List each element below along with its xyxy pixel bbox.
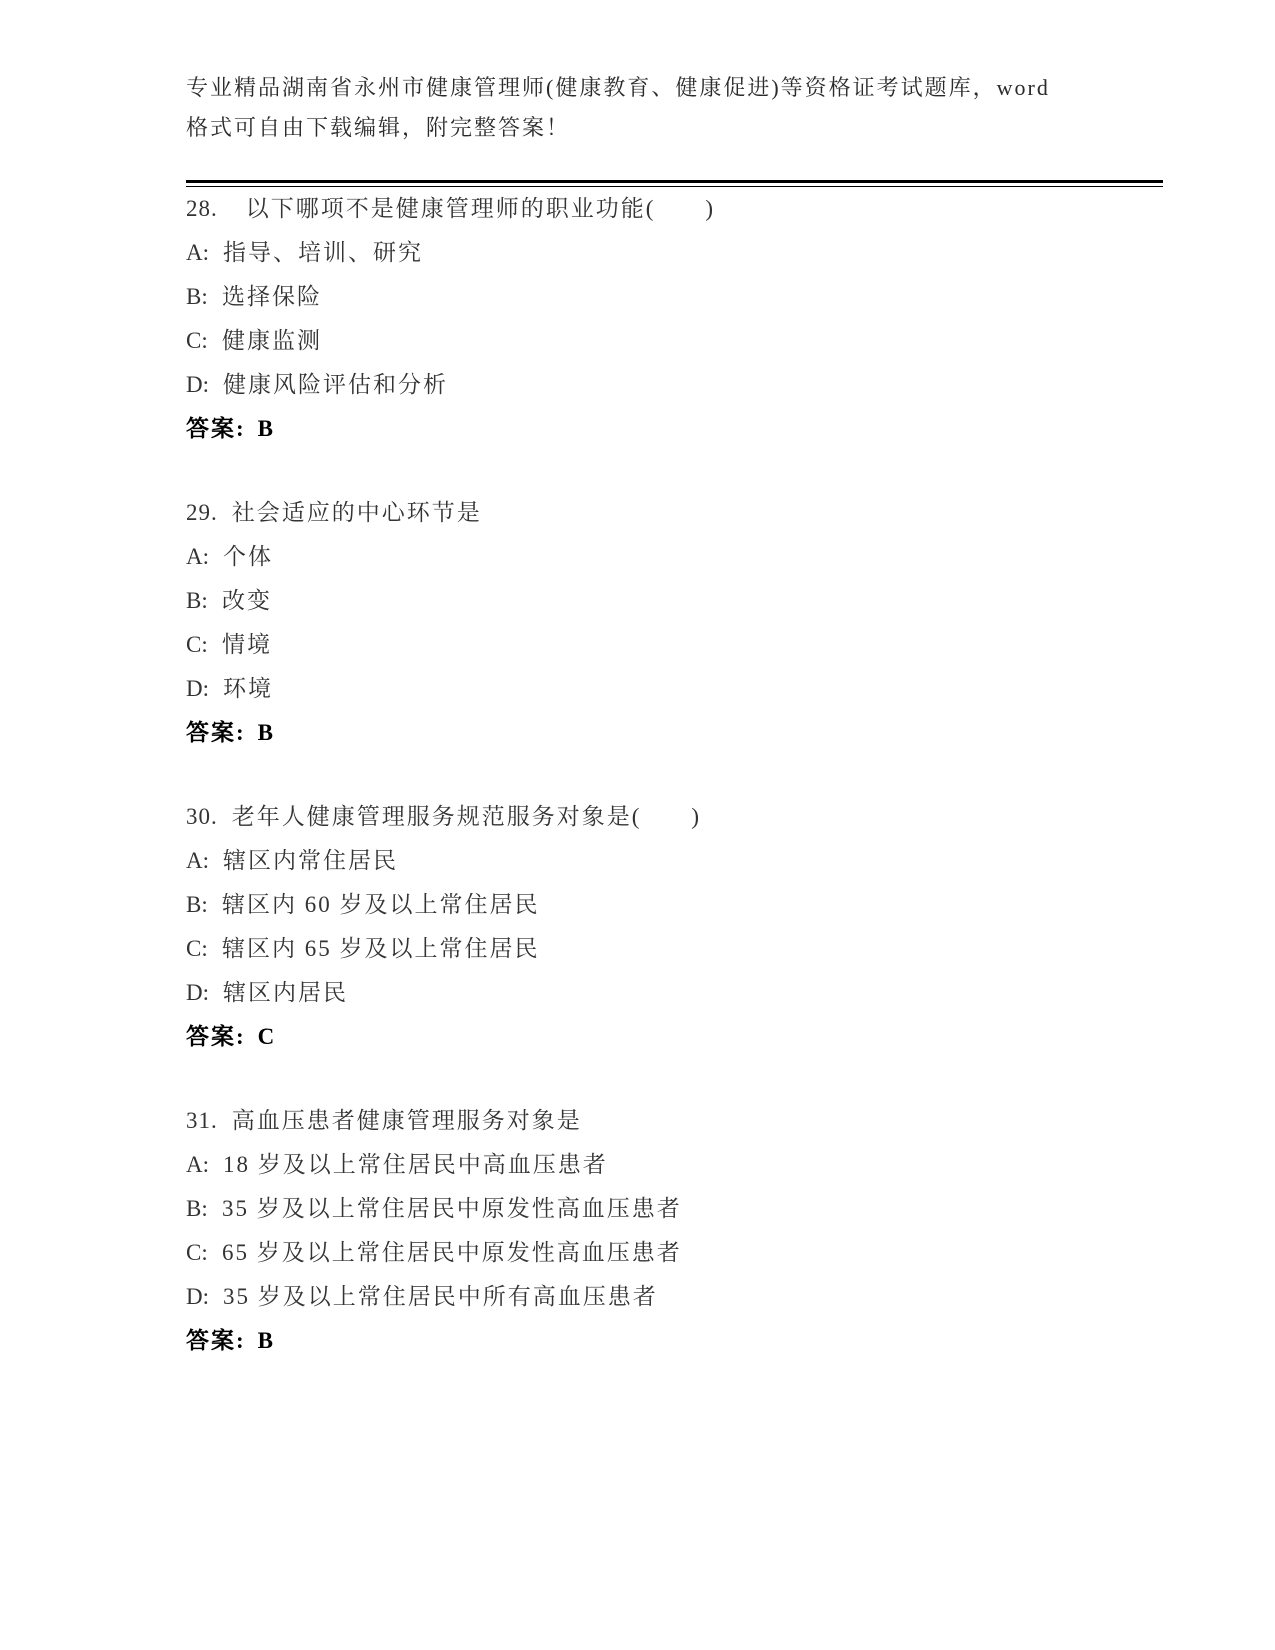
- option-text: 35 岁及以上常住居民中所有高血压患者: [223, 1284, 658, 1309]
- option-a: [186, 535, 1163, 579]
- question-text: 以下哪项不是健康管理师的职业功能( ): [245, 196, 716, 221]
- option-c: [186, 1231, 1163, 1275]
- option-letter: D:: [186, 980, 209, 1005]
- option-text: 改变: [222, 588, 272, 613]
- answer-value: C: [257, 1024, 277, 1049]
- option-letter: A:: [186, 848, 209, 873]
- option-letter: B:: [186, 1196, 208, 1221]
- option-letter: C:: [186, 328, 208, 353]
- question-text: 高血压患者健康管理服务对象是: [231, 1108, 582, 1133]
- option-c: [186, 927, 1163, 971]
- option-a: [186, 1143, 1163, 1187]
- answer-label: 答案:: [186, 720, 246, 745]
- document-header: [186, 68, 1163, 148]
- answer-label: 答案:: [186, 1328, 246, 1353]
- option-text: 情境: [222, 632, 272, 657]
- option-text: 辖区内居民: [223, 980, 348, 1005]
- option-text: 辖区内常住居民: [223, 848, 398, 873]
- option-text: 选择保险: [222, 284, 322, 309]
- option-b: [186, 1187, 1163, 1231]
- option-text: 65 岁及以上常住居民中原发性高血压患者: [222, 1240, 682, 1265]
- option-c: [186, 319, 1163, 363]
- question-block-31: [186, 1099, 1163, 1363]
- question-stem: [186, 1099, 1163, 1143]
- option-text: 个体: [223, 544, 273, 569]
- answer-value: B: [257, 1328, 276, 1353]
- answer-line: [186, 1015, 1163, 1059]
- option-letter: A:: [186, 1152, 209, 1177]
- option-b: [186, 883, 1163, 927]
- option-b: [186, 275, 1163, 319]
- option-text: 18 岁及以上常住居民中高血压患者: [223, 1152, 608, 1177]
- option-c: [186, 623, 1163, 667]
- header-divider-rule: [186, 180, 1163, 187]
- option-text: 指导、培训、研究: [223, 240, 423, 265]
- question-number: 30.: [186, 804, 218, 829]
- question-stem: [186, 795, 1163, 839]
- option-text: 辖区内 65 岁及以上常住居民: [222, 936, 540, 961]
- option-letter: C:: [186, 936, 208, 961]
- question-block-30: [186, 795, 1163, 1059]
- question-block-28: [186, 187, 1163, 451]
- answer-line: [186, 711, 1163, 755]
- option-letter: B:: [186, 284, 208, 309]
- option-letter: C:: [186, 1240, 208, 1265]
- answer-value: B: [257, 416, 276, 441]
- question-text: 社会适应的中心环节是: [231, 500, 482, 525]
- option-d: [186, 1275, 1163, 1319]
- header-line-1: 专业精品湖南省永州市健康管理师(健康教育、健康促进)等资格证考试题库，word: [186, 75, 1050, 100]
- option-text: 健康风险评估和分析: [223, 372, 448, 397]
- answer-line: [186, 407, 1163, 451]
- option-letter: B:: [186, 892, 208, 917]
- option-letter: A:: [186, 544, 209, 569]
- option-letter: D:: [186, 676, 209, 701]
- option-letter: C:: [186, 632, 208, 657]
- question-number: 29.: [186, 500, 218, 525]
- option-d: [186, 363, 1163, 407]
- option-text: 健康监测: [222, 328, 322, 353]
- option-letter: B:: [186, 588, 208, 613]
- option-b: [186, 579, 1163, 623]
- question-list: [186, 187, 1163, 1363]
- question-number: 31.: [186, 1108, 218, 1133]
- option-d: [186, 667, 1163, 711]
- option-text: 辖区内 60 岁及以上常住居民: [222, 892, 540, 917]
- question-number: 28.: [186, 196, 218, 221]
- option-text: 环境: [223, 676, 273, 701]
- answer-line: [186, 1319, 1163, 1363]
- option-letter: D:: [186, 372, 209, 397]
- answer-value: B: [257, 720, 276, 745]
- answer-label: 答案:: [186, 1024, 246, 1049]
- option-d: [186, 971, 1163, 1015]
- option-letter: D:: [186, 1284, 209, 1309]
- question-block-29: [186, 491, 1163, 755]
- header-line-2: 格式可自由下载编辑，附完整答案！: [186, 115, 571, 140]
- option-a: [186, 231, 1163, 275]
- question-stem: [186, 187, 1163, 231]
- option-a: [186, 839, 1163, 883]
- question-text: 老年人健康管理服务规范服务对象是( ): [231, 804, 702, 829]
- answer-label: 答案:: [186, 416, 246, 441]
- question-stem: [186, 491, 1163, 535]
- option-text: 35 岁及以上常住居民中原发性高血压患者: [222, 1196, 682, 1221]
- option-letter: A:: [186, 240, 209, 265]
